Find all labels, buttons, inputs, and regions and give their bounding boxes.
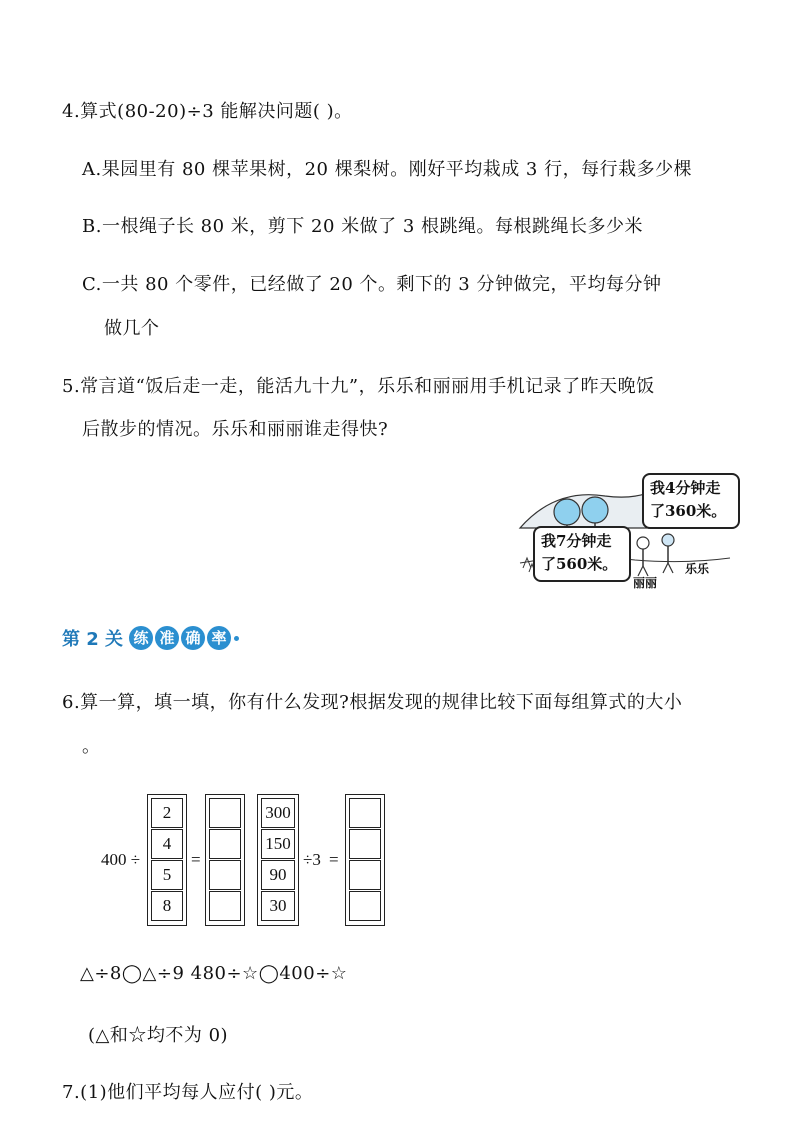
dividend-cell: 90 — [261, 860, 295, 890]
q6-note: (△和☆均不为 0) — [88, 1025, 229, 1046]
bubble-left-line-1: 我7分钟走 — [541, 532, 612, 550]
section-char-1: 练 — [129, 626, 153, 650]
divisor-cell: 2 — [151, 798, 183, 828]
answer-cell[interactable] — [209, 891, 241, 921]
speech-bubble-right — [642, 473, 740, 529]
q5-line-2: 后散步的情况。乐乐和丽丽谁走得快? — [82, 419, 389, 440]
dividend-cell: 150 — [261, 829, 295, 859]
q6-line-2: 。 — [82, 736, 101, 757]
answer-cell[interactable] — [349, 798, 381, 828]
answer-cell[interactable] — [209, 798, 241, 828]
bubble-left-line-2: 了560米。 — [541, 555, 618, 573]
bubble-right-line-2: 了360米。 — [650, 502, 727, 520]
bubble-right-line-1: 我4分钟走 — [650, 479, 721, 497]
q6-line-1: 6.算一算，填一填，你有什么发现?根据发现的规律比较下面每组算式的大小 — [62, 692, 683, 713]
divide-by-three: ÷3 — [303, 850, 321, 869]
kid-label-lele: 乐乐 — [685, 562, 710, 576]
dividend-label: 400 ÷ — [101, 850, 141, 869]
speech-bubble-left — [533, 526, 631, 582]
equals-sign-1: = — [191, 850, 201, 869]
q7-line-1: 7.(1)他们平均每人应付( )元。 — [62, 1082, 314, 1103]
dividend-cell: 30 — [261, 891, 295, 921]
division-diagram — [95, 790, 385, 930]
q6-compare: △÷8◯△÷9 480÷☆◯400÷☆ — [80, 963, 348, 984]
dividend-column — [257, 794, 299, 926]
section-char-2: 准 — [155, 626, 179, 650]
q4-stem: 4.算式(80-20)÷3 能解决问题( )。 — [62, 101, 353, 122]
section-char-3: 确 — [181, 626, 205, 650]
kid-label-lili: 丽丽 — [633, 576, 658, 590]
answer-cell[interactable] — [209, 860, 241, 890]
walking-illustration — [515, 468, 735, 588]
divisor-column — [147, 794, 187, 926]
answer-cell[interactable] — [209, 829, 241, 859]
answer-column-1[interactable] — [205, 794, 245, 926]
q5-line-1: 5.常言道“饭后走一走，能活九十九”，乐乐和丽丽用手机记录了昨天晚饭 — [62, 376, 655, 397]
divisor-cell: 8 — [151, 891, 183, 921]
answer-cell[interactable] — [349, 860, 381, 890]
answer-column-2[interactable] — [345, 794, 385, 926]
answer-cell[interactable] — [349, 891, 381, 921]
level-label: 第 2 关 — [62, 629, 124, 650]
q4-option-c: C.一共 80 个零件，已经做了 20 个。剩下的 3 分钟做完，平均每分钟 — [82, 274, 662, 295]
section-header — [62, 624, 239, 652]
q4-option-b: B.一根绳子长 80 米，剪下 20 米做了 3 根跳绳。每根跳绳长多少米 — [82, 216, 644, 237]
dividend-cell: 300 — [261, 798, 295, 828]
divisor-cell: 4 — [151, 829, 183, 859]
equals-sign-2: = — [329, 850, 339, 869]
divisor-cell: 5 — [151, 860, 183, 890]
header-dot — [234, 636, 239, 641]
q4-option-c-continued: 做几个 — [104, 318, 160, 339]
section-char-4: 率 — [207, 626, 231, 650]
answer-cell[interactable] — [349, 829, 381, 859]
q4-option-a: A.果园里有 80 棵苹果树，20 棵梨树。刚好平均栽成 3 行，每行栽多少棵 — [82, 159, 693, 180]
